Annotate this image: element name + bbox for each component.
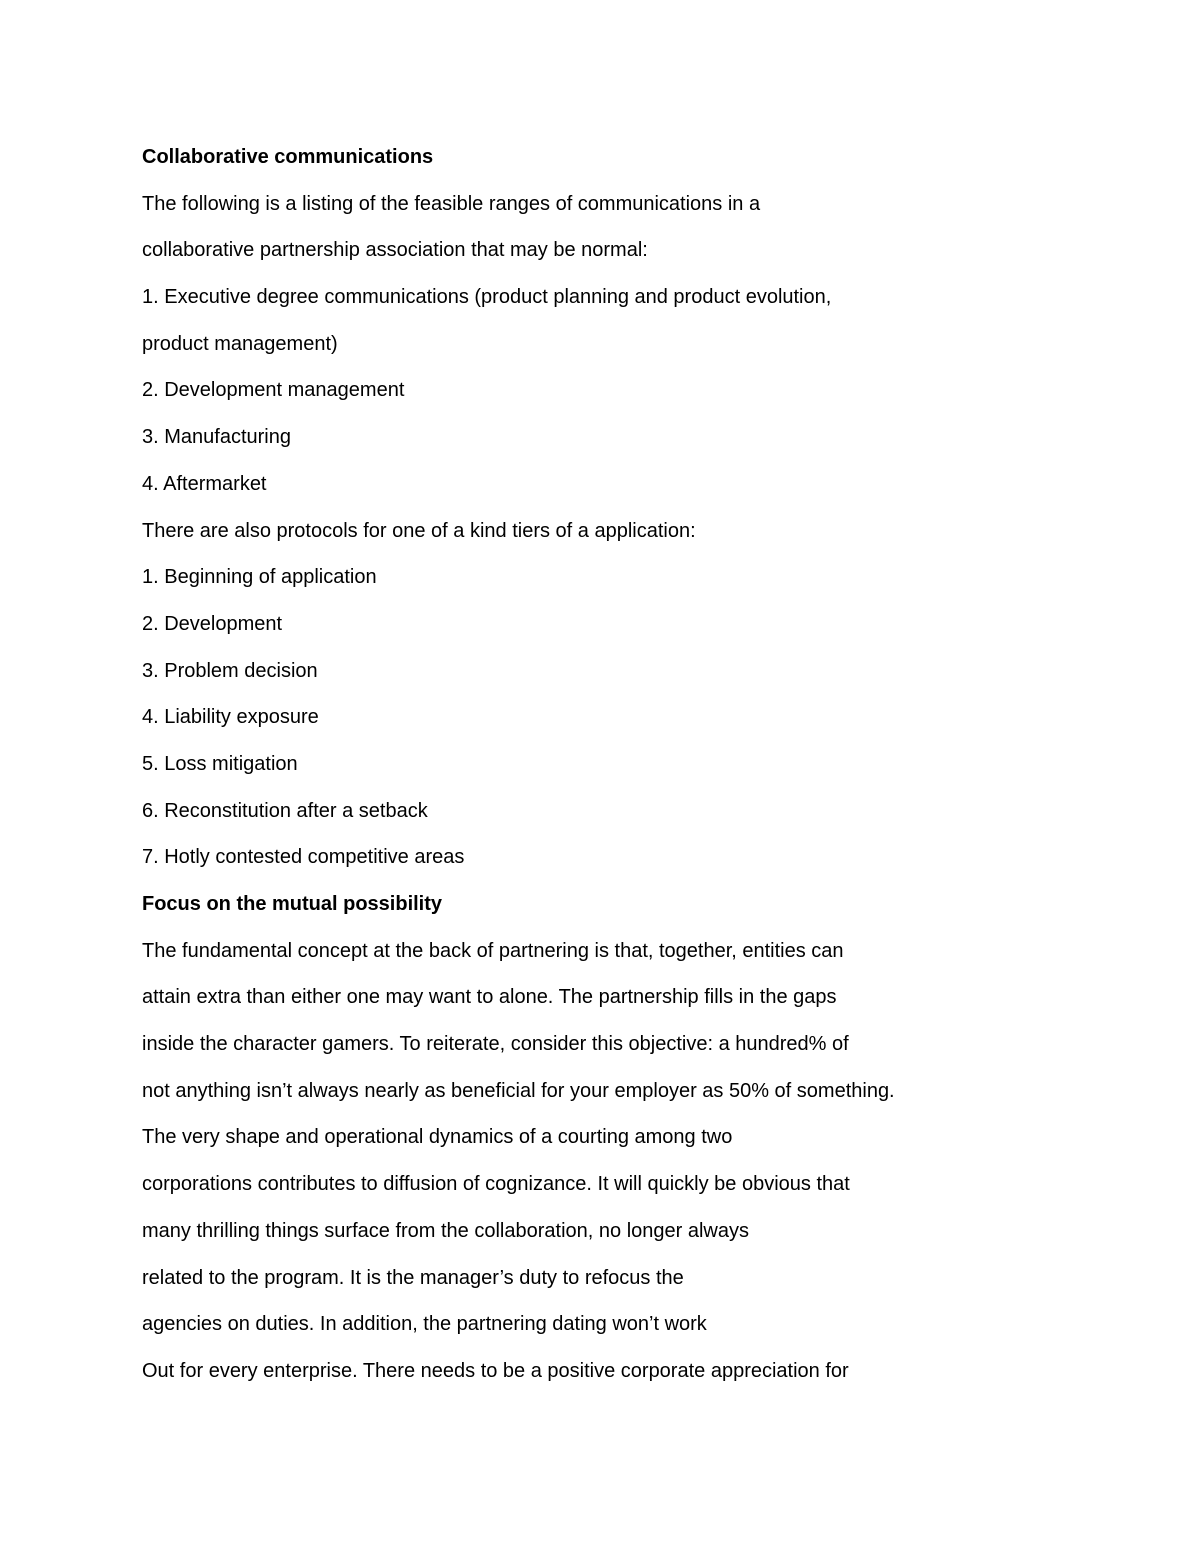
text-line: Out for every enterprise. There needs to be a positive corporate appreciation for <box>142 1359 849 1382</box>
text-line: The fundamental concept at the back of partnering is that, together, entities can <box>142 939 844 962</box>
document-body <box>142 140 1142 1401</box>
text-line: The very shape and operational dynamics of a courting among two <box>142 1126 733 1149</box>
text-line: 3. Problem decision <box>142 659 318 682</box>
text-line: 1. Executive degree communications (product planning and product evolution, <box>142 286 832 309</box>
text-line: There are also protocols for one of a kind tiers of a application: <box>142 519 696 542</box>
text-line: 4. Liability exposure <box>142 706 319 729</box>
text-line: attain extra than either one may want to alone. The partnership fills in the gaps <box>142 986 837 1009</box>
text-line: inside the character gamers. To reiterate, consider this objective: a hundred% of <box>142 1033 849 1056</box>
text-line: product management) <box>142 332 338 355</box>
section-heading: Focus on the mutual possibility <box>142 893 443 915</box>
text-line: agencies on duties. In addition, the partnering dating won’t work <box>142 1313 707 1336</box>
text-line: corporations contributes to diffusion of cognizance. It will quickly be obvious that <box>142 1173 850 1196</box>
text-line: not anything isn’t always nearly as beneficial for your employer as 50% of something. <box>142 1079 895 1102</box>
text-line: 5. Loss mitigation <box>142 752 298 775</box>
text-line: 6. Reconstitution after a setback <box>142 799 428 822</box>
text-line: 2. Development <box>142 612 283 635</box>
text-line: 3. Manufacturing <box>142 426 291 449</box>
section-heading: Collaborative communications <box>142 146 434 168</box>
text-line: many thrilling things surface from the collaboration, no longer always <box>142 1219 749 1242</box>
text-line: 7. Hotly contested competitive areas <box>142 846 465 869</box>
text-line: collaborative partnership association that may be normal: <box>142 239 648 262</box>
text-line: 2. Development management <box>142 379 405 402</box>
text-line: 1. Beginning of application <box>142 566 377 589</box>
text-line: 4. Aftermarket <box>142 472 267 495</box>
text-line: The following is a listing of the feasible ranges of communications in a <box>142 192 761 215</box>
text-line: related to the program. It is the manager’s duty to refocus the <box>142 1266 684 1289</box>
